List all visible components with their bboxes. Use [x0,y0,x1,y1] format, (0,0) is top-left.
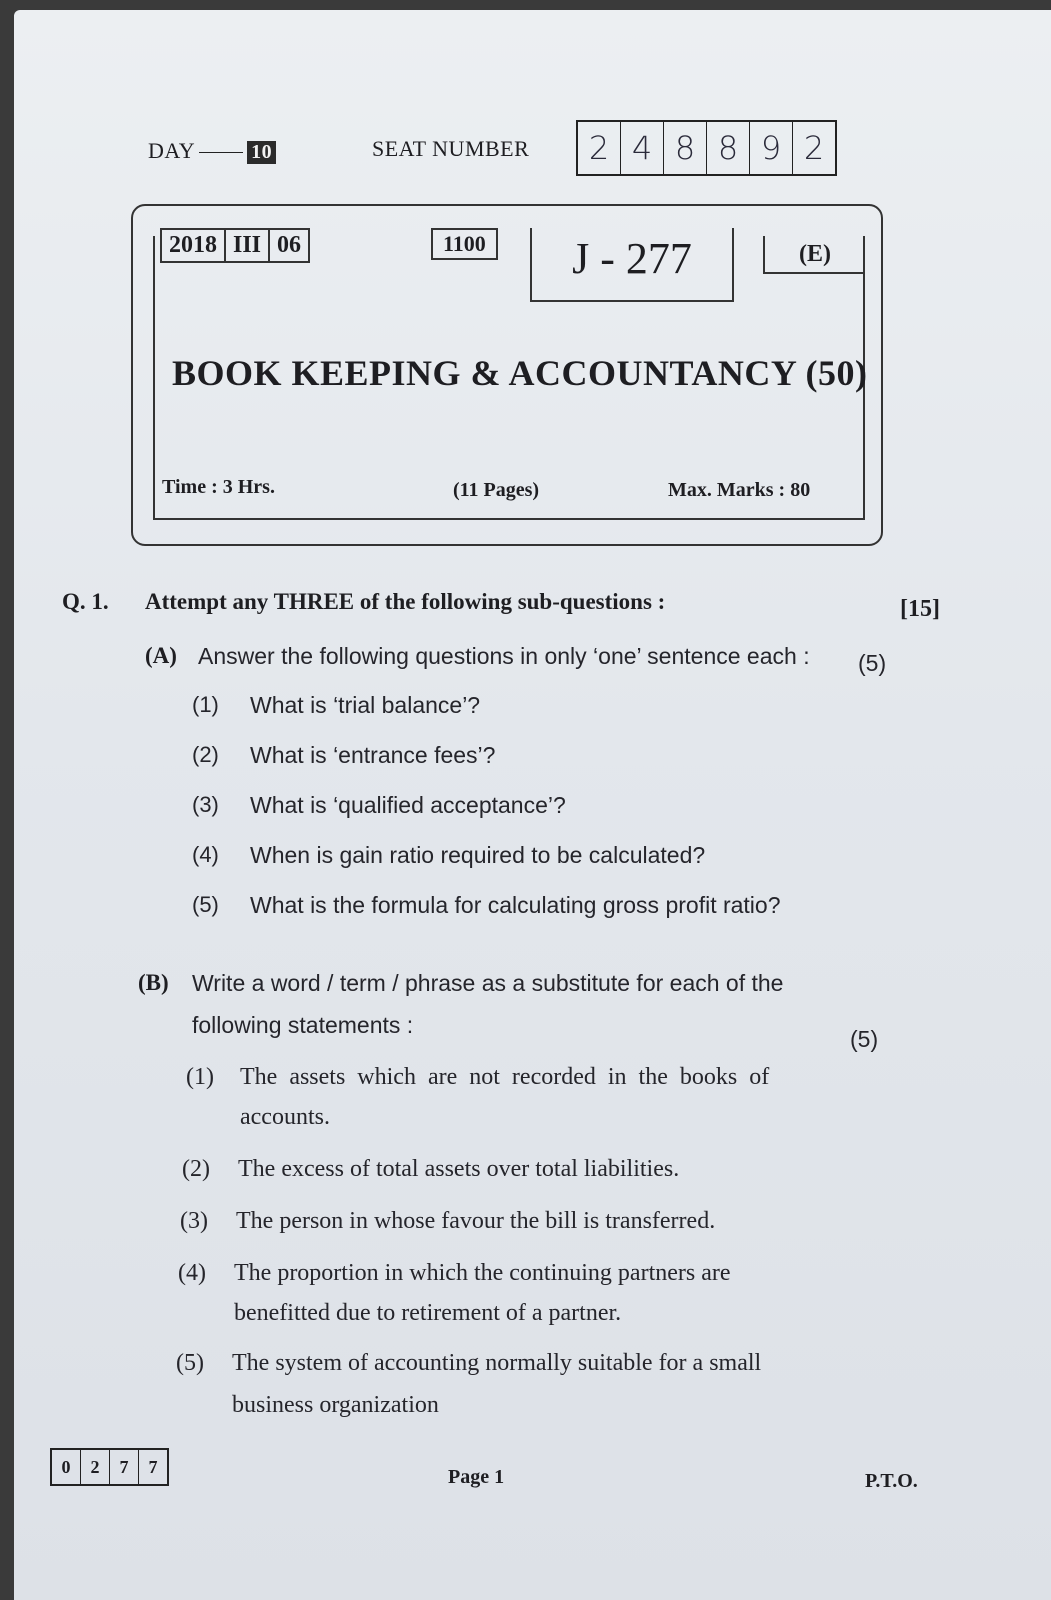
exam-year: 2018 [162,230,226,261]
batch-code: 1100 [431,228,498,260]
list-item-number: (5) [176,1350,204,1376]
list-item: The excess of total assets over total liabilities. [238,1156,680,1182]
list-item: What is the formula for calculating gross profit ratio? [250,892,781,918]
list-item-number: (2) [192,742,219,767]
list-item-continuation: accounts. [240,1104,330,1130]
list-item: What is ‘entrance fees’? [250,742,496,768]
page-number: Page 1 [448,1466,505,1488]
seat-digit: 2 [803,129,825,167]
list-item: What is ‘qualified acceptance’? [250,792,566,818]
list-item: What is ‘trial balance’? [250,692,481,718]
section-b-marks: (5) [850,1026,879,1052]
list-item-continuation: business organization [232,1392,439,1418]
section-a-label: (A) [145,643,177,668]
paper-code: J - 277 [530,228,734,302]
seat-number-label: SEAT NUMBER [372,136,530,161]
list-item-number: (4) [192,842,219,867]
footer-code-digit: 7 [148,1456,158,1477]
list-item: The system of accounting normally suitable for a small [232,1350,762,1376]
exam-month: 06 [277,232,302,258]
footer-code-boxes [50,1448,169,1486]
medium-code: (E) [763,236,865,274]
seat-digit: 4 [621,122,664,174]
day-dash [199,152,243,153]
list-item: The assets which are not recorded in the books of [240,1064,770,1090]
list-item-number: (1) [186,1064,214,1090]
exam-pages: (11 Pages) [453,479,540,501]
section-b-instruction-line1: Write a word / term / phrase as a substitute for each of the [192,970,784,996]
list-item-number: (2) [182,1156,210,1182]
list-item-number: (1) [192,692,219,717]
list-item-continuation: benefitted due to retirement of a partner. [234,1300,622,1326]
list-item-number: (3) [192,792,219,817]
exam-max-marks: Max. Marks : 80 [668,479,811,501]
subject-title: BOOK KEEPING & ACCOUNTANCY (50) [172,353,868,393]
day-number: 10 [247,141,276,164]
list-item-number: (5) [192,892,219,917]
seat-digit: 9 [750,122,793,174]
section-b-label: (B) [138,970,169,995]
question-title: Attempt any THREE of the following sub-questions : [145,589,666,614]
list-item-number: (3) [180,1208,208,1234]
list-item-number: (4) [178,1260,206,1286]
footer-code-digit: 7 [110,1450,139,1484]
question-marks: [15] [900,596,940,622]
exam-time: Time : 3 Hrs. [162,476,275,498]
exam-session: III [226,230,270,261]
section-a-instruction: Answer the following questions in only ‘one’ sentence each : [198,643,810,669]
exam-code-cells [160,228,310,263]
please-turn-over: P.T.O. [865,1470,918,1492]
list-item: The person in whose favour the bill is transferred. [236,1208,716,1234]
footer-code-digit: 0 [52,1450,81,1484]
seat-number-boxes [576,120,837,176]
section-a-marks: (5) [858,650,887,676]
seat-digit: 8 [707,122,750,174]
footer-code-digit: 2 [81,1450,110,1484]
day-label: DAY [148,138,196,163]
day-indicator [148,138,276,164]
seat-digit: 2 [578,122,621,174]
list-item: When is gain ratio required to be calculated? [250,842,706,868]
seat-digit: 8 [664,122,707,174]
section-b-instruction-line2: following statements : [192,1012,414,1038]
question-number: Q. 1. [62,589,109,614]
list-item: The proportion in which the continuing partners are [234,1260,731,1286]
